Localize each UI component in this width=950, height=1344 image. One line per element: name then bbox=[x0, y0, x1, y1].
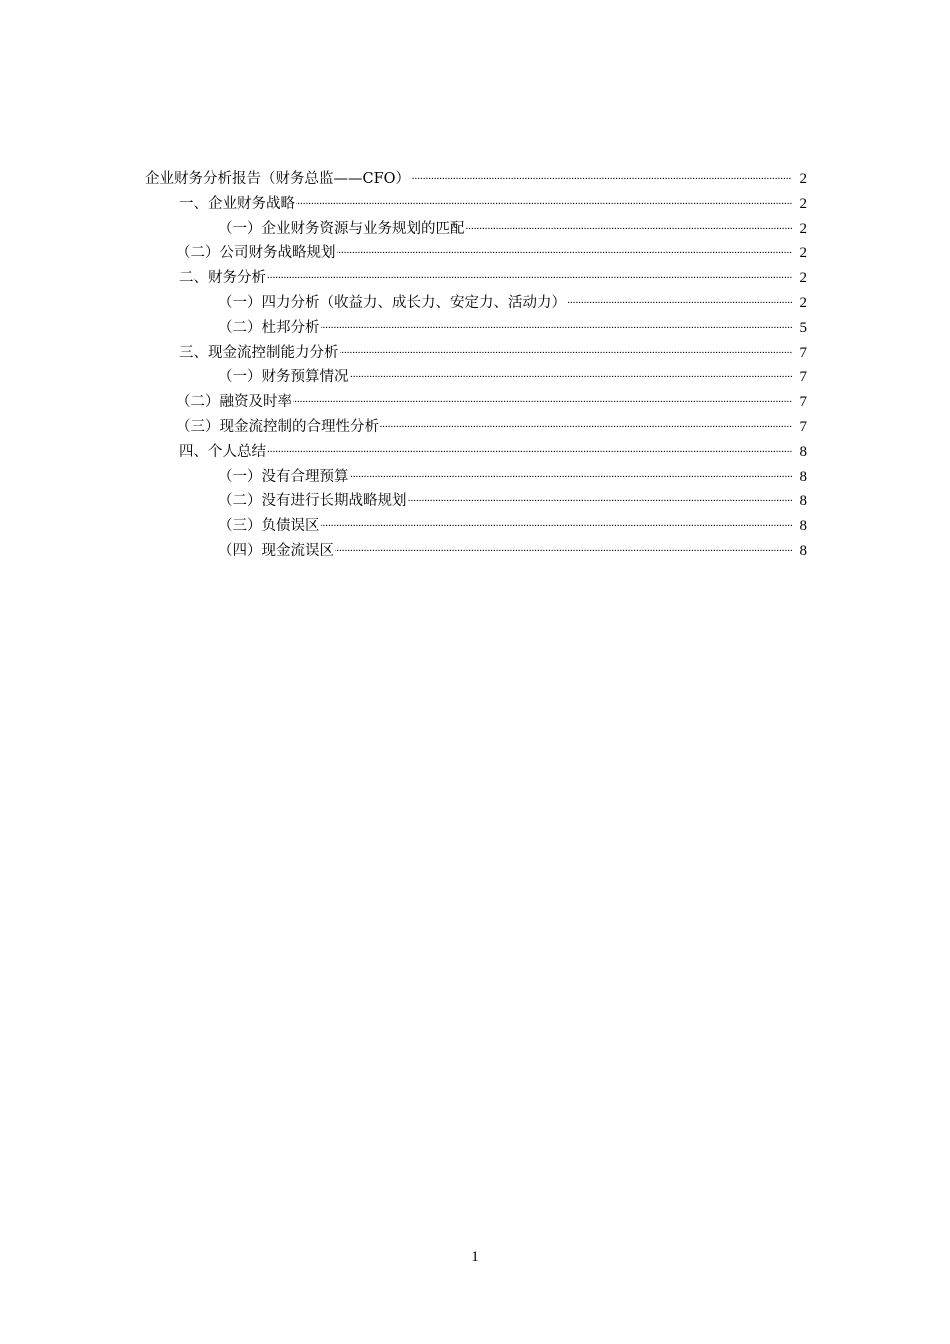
toc-entry-title: （三）负债误区 bbox=[218, 514, 321, 539]
toc-entry-title: （一）没有合理预算 bbox=[218, 465, 350, 490]
toc-entry-title: （二）公司财务战略规划 bbox=[176, 241, 337, 266]
toc-entry-title: （二）融资及时率 bbox=[176, 390, 293, 415]
toc-entry-page: 7 bbox=[795, 341, 807, 366]
toc-entry-page: 8 bbox=[795, 514, 807, 539]
toc-entry-page: 2 bbox=[795, 241, 807, 266]
toc-entry-title: （一）财务预算情况 bbox=[218, 365, 350, 390]
toc-entry-title: （一）四力分析（收益力、成长力、安定力、活动力） bbox=[218, 291, 567, 316]
toc-entry[interactable] bbox=[0, 365, 950, 390]
page-number: 1 bbox=[471, 1249, 479, 1265]
toc-leader-dots bbox=[179, 266, 792, 291]
toc-entry-title: 四、个人总结 bbox=[179, 440, 267, 465]
toc-entry-page: 7 bbox=[795, 365, 807, 390]
toc-entry-title: （四）现金流误区 bbox=[218, 539, 335, 564]
toc-entry[interactable] bbox=[0, 539, 950, 564]
toc-entry[interactable] bbox=[0, 291, 950, 316]
toc-entry-title: 三、现金流控制能力分析 bbox=[179, 341, 340, 366]
toc-entry-title: （二）杜邦分析 bbox=[218, 316, 321, 341]
toc-entry[interactable] bbox=[0, 514, 950, 539]
toc-entry[interactable] bbox=[0, 192, 950, 217]
toc-entry-page: 2 bbox=[795, 217, 807, 242]
toc-entry-page: 7 bbox=[795, 415, 807, 440]
toc-entry-title: 二、财务分析 bbox=[179, 266, 267, 291]
toc-entry-title: （一）企业财务资源与业务规划的匹配 bbox=[218, 217, 466, 242]
toc-entry-page: 7 bbox=[795, 390, 807, 415]
toc-entry-page: 2 bbox=[795, 167, 807, 192]
toc-entry-page: 2 bbox=[795, 192, 807, 217]
toc-entry[interactable] bbox=[0, 167, 950, 192]
toc-entry-title: （二）没有进行长期战略规划 bbox=[218, 489, 408, 514]
toc-leader-dots bbox=[179, 440, 792, 465]
toc-entry-page: 2 bbox=[795, 266, 807, 291]
toc-entry-title: 一、企业财务战略 bbox=[179, 192, 296, 217]
table-of-contents bbox=[0, 167, 950, 564]
toc-entry-title: 企业财务分析报告（财务总监——CFO） bbox=[145, 167, 411, 192]
toc-entry[interactable] bbox=[0, 415, 950, 440]
toc-entry[interactable] bbox=[0, 217, 950, 242]
toc-entry[interactable] bbox=[0, 440, 950, 465]
toc-entry-page: 2 bbox=[795, 291, 807, 316]
toc-entry[interactable] bbox=[0, 241, 950, 266]
toc-entry-page: 8 bbox=[795, 465, 807, 490]
toc-entry[interactable] bbox=[0, 390, 950, 415]
toc-entry-page: 5 bbox=[795, 316, 807, 341]
toc-entry-page: 8 bbox=[795, 539, 807, 564]
toc-entry-title: （三）现金流控制的合理性分析 bbox=[176, 415, 380, 440]
toc-entry[interactable] bbox=[0, 266, 950, 291]
toc-entry[interactable] bbox=[0, 316, 950, 341]
toc-entry[interactable] bbox=[0, 489, 950, 514]
toc-entry-page: 8 bbox=[795, 489, 807, 514]
toc-entry-page: 8 bbox=[795, 440, 807, 465]
toc-entry[interactable] bbox=[0, 465, 950, 490]
toc-entry[interactable] bbox=[0, 341, 950, 366]
